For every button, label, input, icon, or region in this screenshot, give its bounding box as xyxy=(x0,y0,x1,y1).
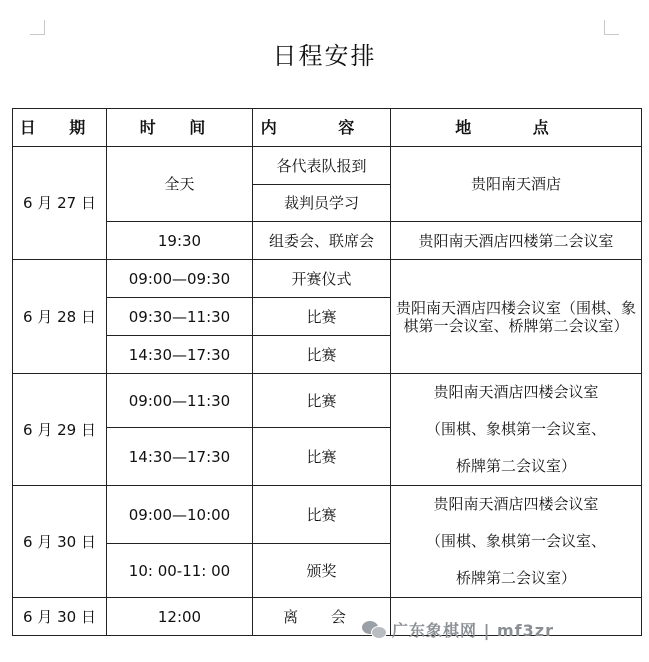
content-cell: 组委会、联席会 xyxy=(253,222,391,260)
page-corner-mark-right xyxy=(604,20,619,35)
time-cell: 14:30—17:30 xyxy=(107,336,253,374)
place-line: 贵阳南天酒店四楼会议室 xyxy=(433,495,599,513)
time-cell: 19:30 xyxy=(107,222,253,260)
watermark-text: 广东象棋网 | mf3zr xyxy=(392,620,554,640)
place-line: 桥牌第二会议室） xyxy=(455,457,576,475)
time-cell: 09:30—11:30 xyxy=(107,298,253,336)
table-row xyxy=(13,147,642,185)
content-cell: 比赛 xyxy=(253,428,391,486)
table-row xyxy=(13,260,642,298)
content-cell: 各代表队报到 xyxy=(253,147,391,185)
time-cell: 09:00—10:00 xyxy=(107,486,253,544)
time-cell: 09:00—09:30 xyxy=(107,260,253,298)
content-cell: 裁判员学习 xyxy=(253,185,391,222)
date-cell: 6 月 30 日 xyxy=(13,598,107,636)
time-cell: 14:30—17:30 xyxy=(107,428,253,486)
header-place: 地 点 xyxy=(391,109,642,147)
content-cell: 比赛 xyxy=(253,374,391,428)
content-cell: 离 会 xyxy=(253,598,391,636)
page-corner-mark-left xyxy=(30,20,45,35)
watermark xyxy=(362,616,602,642)
table-row xyxy=(13,486,642,544)
date-cell: 6 月 29 日 xyxy=(13,374,107,486)
page-title: 日程安排 xyxy=(272,42,377,70)
place-cell: 贵阳南天酒店四楼会议室（围棋、象棋第一会议室、桥牌第二会议室） xyxy=(391,260,642,374)
schedule-table xyxy=(12,108,642,636)
content-cell: 比赛 xyxy=(253,298,391,336)
place-line: 贵阳南天酒店四楼会议室 xyxy=(433,383,599,401)
content-cell: 颁奖 xyxy=(253,544,391,598)
place-cell xyxy=(391,486,642,598)
time-cell: 09:00—11:30 xyxy=(107,374,253,428)
place-line: （围棋、象棋第一会议室、 xyxy=(425,532,606,550)
table-header-row xyxy=(13,109,642,147)
place-cell: 贵阳南天酒店 xyxy=(391,147,642,222)
place-cell xyxy=(391,374,642,486)
header-content: 内 容 xyxy=(253,109,391,147)
place-line: （围棋、象棋第一会议室、 xyxy=(425,420,606,438)
date-cell: 6 月 30 日 xyxy=(13,486,107,598)
date-cell: 6 月 27 日 xyxy=(13,147,107,260)
header-date: 日 期 xyxy=(13,109,107,147)
date-cell: 6 月 28 日 xyxy=(13,260,107,374)
header-time: 时 间 xyxy=(107,109,253,147)
time-cell: 全天 xyxy=(107,147,253,222)
content-cell: 比赛 xyxy=(253,486,391,544)
time-cell: 10: 00-11: 00 xyxy=(107,544,253,598)
content-cell: 开赛仪式 xyxy=(253,260,391,298)
wechat-icon xyxy=(362,619,386,639)
place-line: 桥牌第二会议室） xyxy=(455,569,576,587)
content-cell: 比赛 xyxy=(253,336,391,374)
table-row xyxy=(13,222,642,260)
place-cell: 贵阳南天酒店四楼第二会议室 xyxy=(391,222,642,260)
time-cell: 12:00 xyxy=(107,598,253,636)
table-row xyxy=(13,374,642,428)
